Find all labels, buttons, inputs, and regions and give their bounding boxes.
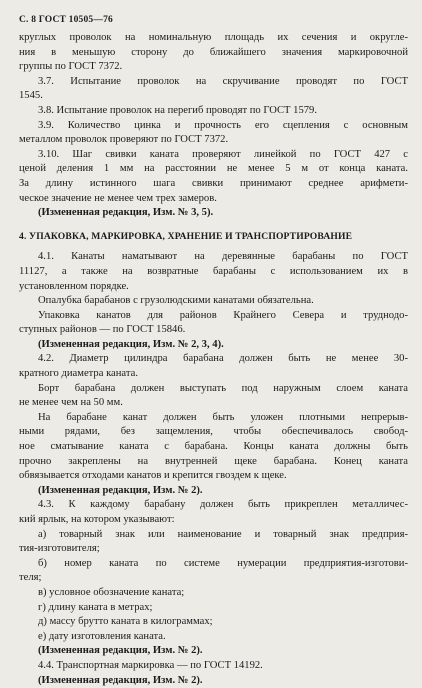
text-line: 4.1. Канаты наматывают на деревянные барабаны по ГОСТ: [38, 251, 408, 263]
list-item: в) условное обозначение каната;: [38, 586, 185, 598]
text-line: 3.7. Испытание проволок на скручивание проводят по ГОСТ: [38, 75, 408, 87]
text-line: не менее чем на 50 мм.: [19, 397, 123, 409]
text-line: Упаковка канатов для районов Крайнего Севера и труднодо-: [38, 309, 408, 321]
list-item: г) длину каната в метрах;: [38, 601, 153, 613]
text-line: ценой деления 1 мм на расстоянии не менее 5 м от конца каната.: [19, 163, 408, 175]
list-item: е) дату изготовления каната.: [38, 630, 166, 642]
text-line: установленном порядке.: [19, 280, 129, 292]
text-line: ными рядами, без защемления, чтобы обеспечивалось свобод-: [19, 426, 408, 438]
text-line: 3.10. Шаг свивки каната проверяют линейкой по ГОСТ 427 с: [38, 148, 408, 160]
text-line: круглых проволок на номинальную площадь их сечения и округле-: [19, 32, 408, 43]
text-line: За длину истинного шага свивки принимают среднее арифмети-: [19, 177, 408, 189]
text-line: На барабане канат должен быть уложен плотными непрерыв-: [38, 411, 408, 423]
list-item: а) товарный знак или наименование и товарный знак предприя-: [38, 528, 408, 540]
amendment-note: (Измененная редакция, Изм. № 2).: [38, 674, 203, 686]
page-header: С. 8 ГОСТ 10505—76: [19, 15, 113, 25]
amendment-note: (Измененная редакция, Изм. № 2).: [38, 484, 203, 496]
spacer: [19, 221, 408, 230]
text-line: кий ярлык, на котором указывают:: [19, 514, 175, 525]
text-line: теля;: [19, 572, 42, 584]
text-line: 4.3. К каждому барабану должен быть прикреплен металличес-: [38, 499, 408, 511]
text-line: прочно закреплены на внутренней щеке барабана. Конец каната: [19, 455, 408, 467]
text-line: 3.8. Испытание проволок на перегиб проводят по ГОСТ 1579.: [38, 104, 318, 116]
text-line: Борт барабана должен выступать под наружным слоем каната: [38, 382, 408, 394]
text-line: обвязывается отходами канатов и крепится гвоздем к щеке.: [19, 470, 287, 482]
text-line: 1545.: [19, 90, 43, 102]
text-line: ступных районов — по ГОСТ 15846.: [19, 324, 186, 336]
text-line: 4.2. Диаметр цилиндра барабана должен быть не менее 30-: [38, 353, 408, 365]
text-line: металлом проволок проверяют по ГОСТ 7372.: [19, 134, 229, 146]
list-item: д) массу брутто каната в килограммах;: [38, 616, 213, 628]
text-line: группы по ГОСТ 7372.: [19, 61, 123, 73]
amendment-note: (Измененная редакция, Изм. № 2, 3, 4).: [38, 338, 224, 350]
list-item: б) номер каната по системе нумерации предприятия-изготови-: [38, 557, 408, 569]
text-line: Опалубка барабанов с грузолюдскими канатами обязательна.: [38, 295, 314, 307]
amendment-note: (Измененная редакция, Изм. № 2).: [38, 645, 203, 657]
text-line: ния в меньшую сторону до ближайшего значения маркировочной: [19, 46, 408, 58]
text-line: 4.4. Транспортная маркировка — по ГОСТ 14192.: [38, 659, 263, 671]
text-line: кратного диаметра каната.: [19, 368, 138, 380]
section-heading: 4. УПАКОВКА, МАРКИРОВКА, ХРАНЕНИЕ И ТРАНСПОРТИРОВАНИЕ: [19, 230, 353, 242]
document-body: [19, 31, 408, 688]
text-line: ческое значение не менее чем трех замеров.: [19, 192, 217, 204]
text-line: 11127, а также на возвратные барабаны с использованием их в: [19, 265, 408, 277]
text-line: 3.9. Количество цинка и прочность его сцепления с основным: [38, 119, 408, 131]
amendment-note: (Измененная редакция, Изм. № 3, 5).: [38, 207, 214, 219]
text-line: тия-изготовителя;: [19, 543, 100, 555]
text-line: ное сматывание каната с барабана. Концы каната должны быть: [19, 441, 408, 453]
